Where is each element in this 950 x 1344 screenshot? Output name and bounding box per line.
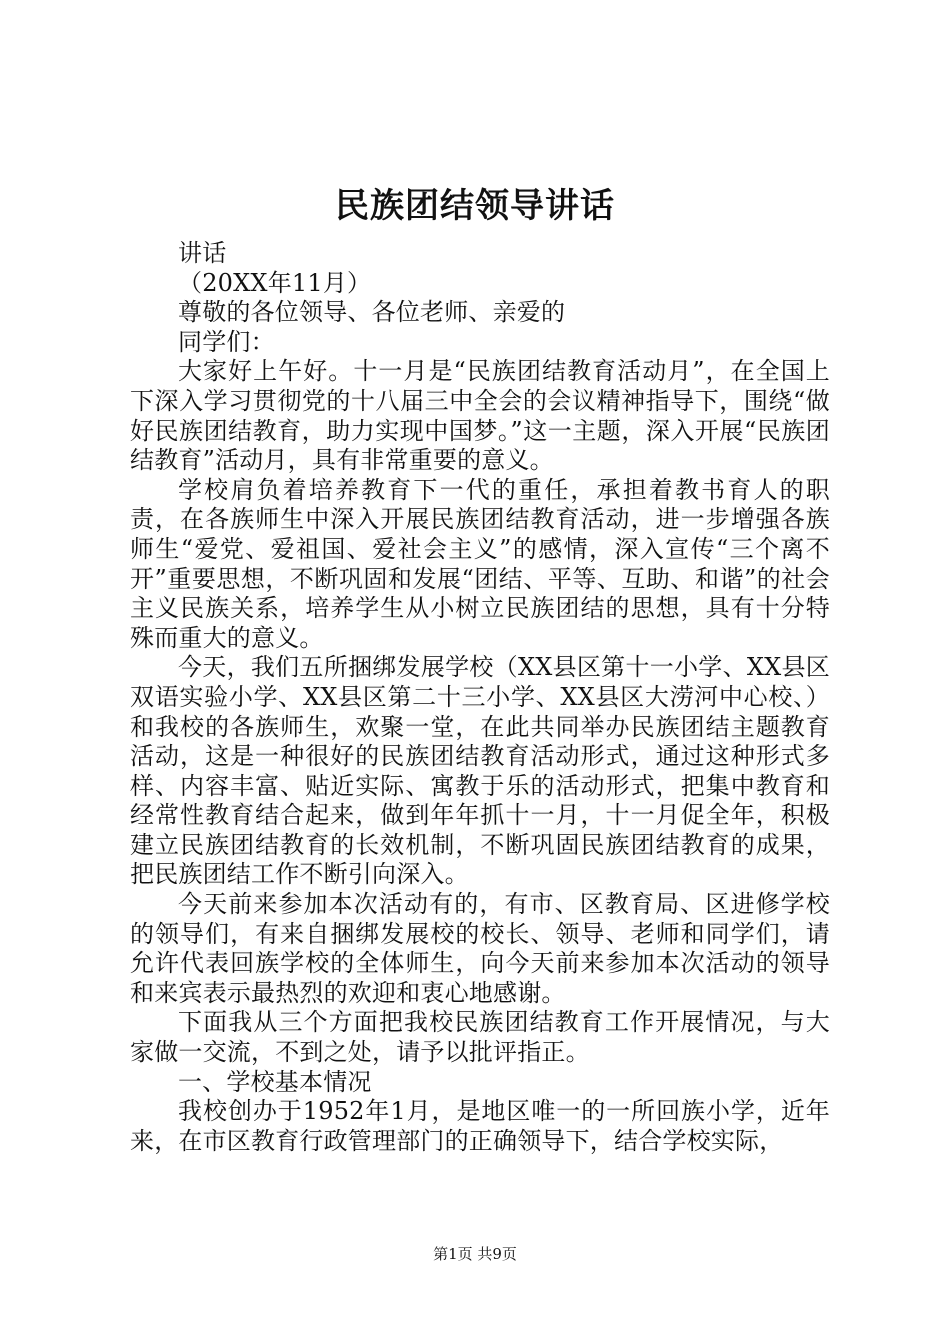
salutation-line-2: 同学们： [178, 327, 275, 356]
document-title: 民族团结领导讲话 [335, 186, 615, 226]
paragraph-school-basic: 我校创办于1952年1月，是地区唯一的一所回族小学，近年来，在市区教育行政管理部门的正确领导下，结合学校实际， [130, 1097, 830, 1155]
paragraph-activity: 今天，我们五所捆绑发展学校（XX县区第十一小学、XX县区双语实验小学、XX县区第二十三小学、XX县区大涝河中心校、）和我校的各族师生，欢聚一堂，在此共同举办民族团结主题教育活动，这是一种很好的民族团结教育活动形式，通过这种形式多样、内容丰富、贴近实际、寓教于乐的活动形式，把集中教育和经常性教育结合起来，做到年年抓十一月，十一月促全年，积极建立民族团结教育的长效机制，不断巩固民族团结教育的成果，把民族团结工作不断引向深入。 [130, 653, 830, 889]
section-heading: 一、学校基本情况 [178, 1067, 372, 1096]
paragraph-opening: 大家好上午好。十一月是“民族团结教育活动月”，在全国上下深入学习贯彻党的十八届三中全会的会议精神指导下，围绕“做好民族团结教育，助力实现中国梦。”这一主题，深入开展“民族团结教育”活动月，具有非常重要的意义。 [130, 357, 830, 475]
salutation-line-1: 尊敬的各位领导、各位老师、亲爱的 [178, 298, 566, 327]
paragraph-overview: 下面我从三个方面把我校民族团结教育工作开展情况，与大家做一交流，不到之处，请予以批评指正。 [130, 1008, 830, 1067]
speech-date: （20XX年11月） [178, 268, 372, 297]
paragraph-school-responsibility: 学校肩负着培养教育下一代的重任，承担着教书育人的职责，在各族师生中深入开展民族团结教育活动，进一步增强各族师生“爱党、爱祖国、爱社会主义”的感情，深入宣传“三个离不开”重要思想，不断巩固和发展“团结、平等、互助、和谐”的社会主义民族关系，培养学生从小树立民族团结的思想，具有十分特殊而重大的意义。 [130, 475, 830, 652]
document-body [130, 239, 830, 1156]
speech-label: 讲话 [178, 239, 227, 267]
page-number: 第1页 共9页 [433, 1245, 517, 1263]
paragraph-welcome: 今天前来参加本次活动有的，有市、区教育局、区进修学校的领导们，有来自捆绑发展校的校长、领导、老师和同学们，请允许代表回族学校的全体师生，向今天前来参加本次活动的领导和来宾表示最热烈的欢迎和衷心地感谢。 [130, 890, 830, 1007]
